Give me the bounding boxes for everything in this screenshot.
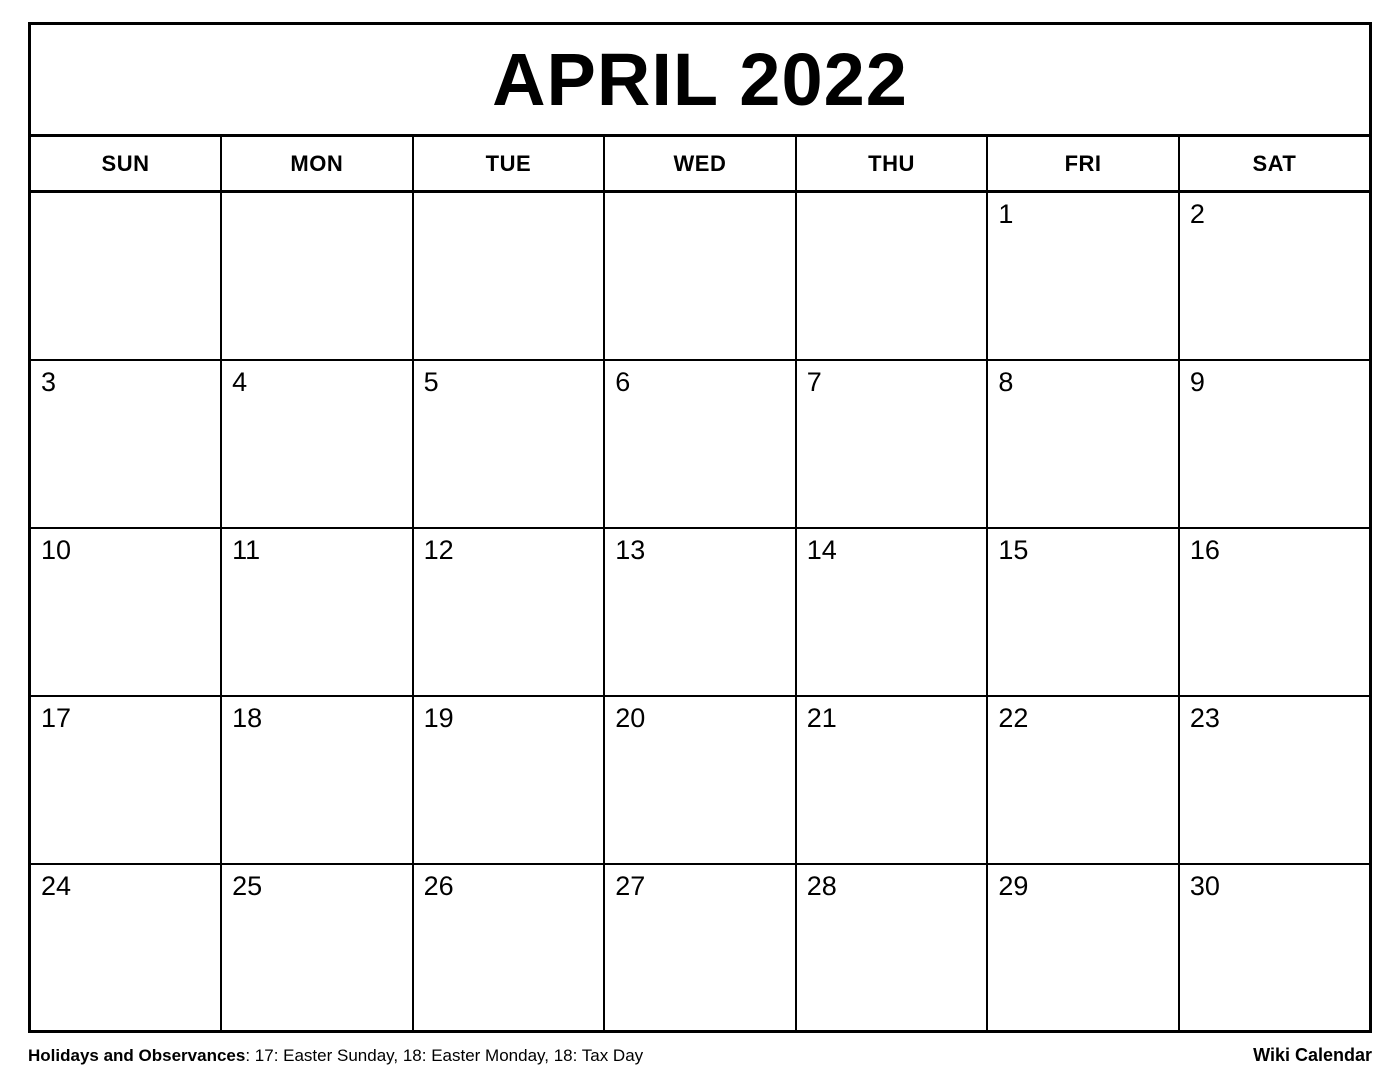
day-cell[interactable] — [604, 192, 796, 360]
day-number: 28 — [806, 870, 837, 901]
weekday-header-tue: TUE — [413, 136, 605, 192]
holidays-separator: : — [245, 1046, 255, 1065]
day-number: 4 — [232, 366, 248, 397]
calendar-title-cell — [30, 24, 1371, 136]
day-number: 27 — [615, 870, 646, 901]
weekday-header-wed: WED — [604, 136, 796, 192]
holidays-label: Holidays and Observances — [28, 1046, 246, 1065]
calendar-week-row — [30, 696, 1371, 864]
day-number: 13 — [615, 534, 646, 565]
day-cell[interactable] — [604, 360, 796, 528]
day-number: 1 — [998, 199, 1014, 229]
day-number: 24 — [41, 870, 72, 901]
day-number: 14 — [806, 534, 837, 565]
footer — [28, 1045, 1372, 1066]
weekday-header-sat: SAT — [1179, 136, 1371, 192]
day-number: 22 — [998, 702, 1029, 733]
day-number: 8 — [998, 366, 1014, 397]
day-cell[interactable] — [604, 696, 796, 864]
day-number: 3 — [41, 366, 57, 397]
day-cell[interactable] — [221, 528, 413, 696]
day-cell[interactable] — [413, 864, 605, 1032]
calendar-week-row — [30, 528, 1371, 696]
weekday-header-mon: MON — [221, 136, 413, 192]
weekday-header-fri: FRI — [987, 136, 1179, 192]
day-cell[interactable] — [796, 528, 988, 696]
day-number: 5 — [423, 366, 439, 397]
day-number: 26 — [423, 870, 454, 901]
day-cell[interactable] — [30, 528, 222, 696]
day-cell[interactable] — [796, 864, 988, 1032]
day-number: 25 — [232, 870, 263, 901]
day-cell[interactable] — [1179, 864, 1371, 1032]
day-number: 17 — [41, 702, 72, 733]
calendar-title-row — [30, 24, 1371, 136]
day-number: 21 — [806, 702, 837, 733]
day-number: 18 — [232, 702, 263, 733]
day-cell[interactable] — [604, 528, 796, 696]
day-cell[interactable] — [796, 192, 988, 360]
day-cell[interactable] — [987, 528, 1179, 696]
day-number: 30 — [1189, 870, 1220, 901]
day-number: 29 — [998, 870, 1029, 901]
day-cell[interactable] — [1179, 528, 1371, 696]
day-number: 7 — [806, 366, 822, 397]
day-cell[interactable] — [221, 360, 413, 528]
day-cell[interactable] — [413, 192, 605, 360]
day-cell[interactable] — [413, 528, 605, 696]
day-cell[interactable] — [221, 696, 413, 864]
day-cell[interactable] — [413, 360, 605, 528]
day-number: 10 — [41, 534, 72, 565]
calendar-week-row — [30, 192, 1371, 360]
day-cell[interactable] — [796, 360, 988, 528]
day-number: 20 — [615, 702, 646, 733]
day-cell[interactable] — [987, 360, 1179, 528]
day-number: 2 — [1189, 199, 1205, 229]
calendar-table — [28, 22, 1372, 1033]
calendar-week-row — [30, 864, 1371, 1032]
brand-label: Wiki Calendar — [1253, 1045, 1372, 1065]
holidays-list: 17: Easter Sunday, 18: Easter Monday, 18: Tax Day — [254, 1046, 644, 1065]
day-cell[interactable] — [987, 696, 1179, 864]
weekday-header-thu: THU — [796, 136, 988, 192]
day-number: 15 — [998, 534, 1029, 565]
day-number: 6 — [615, 366, 631, 397]
day-number: 12 — [423, 534, 454, 565]
holidays-and-observances — [28, 1046, 643, 1066]
day-number: 23 — [1189, 702, 1220, 733]
day-number: 11 — [232, 534, 261, 565]
calendar-week-row — [30, 360, 1371, 528]
weekday-header-row — [30, 136, 1371, 192]
day-cell[interactable] — [413, 696, 605, 864]
day-cell[interactable] — [604, 864, 796, 1032]
page-title: APRIL 2022 — [492, 37, 908, 121]
day-cell[interactable] — [30, 360, 222, 528]
day-cell[interactable] — [30, 864, 222, 1032]
day-cell[interactable] — [796, 696, 988, 864]
day-number: 16 — [1189, 534, 1220, 565]
day-cell[interactable] — [1179, 360, 1371, 528]
day-cell[interactable] — [221, 192, 413, 360]
day-cell[interactable] — [987, 864, 1179, 1032]
day-cell[interactable] — [221, 864, 413, 1032]
weekday-header-sun: SUN — [30, 136, 222, 192]
day-cell[interactable] — [987, 192, 1179, 360]
day-cell[interactable] — [1179, 696, 1371, 864]
day-cell[interactable] — [30, 696, 222, 864]
day-cell[interactable] — [1179, 192, 1371, 360]
day-cell[interactable] — [30, 192, 222, 360]
day-number: 19 — [423, 702, 454, 733]
day-number: 9 — [1189, 366, 1205, 397]
